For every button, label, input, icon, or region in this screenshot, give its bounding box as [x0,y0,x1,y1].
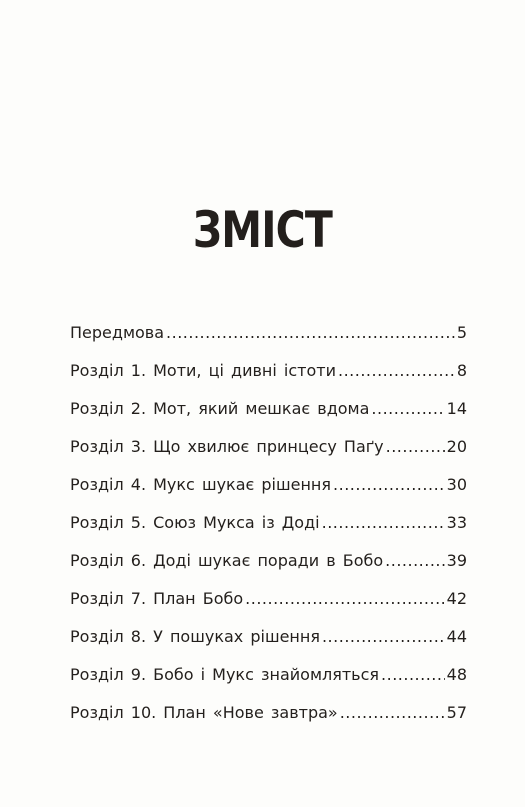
toc-dot-leader [245,580,444,618]
toc-entry-chapter-7 [70,580,467,618]
toc-entry-chapter-9 [70,656,467,694]
toc-page-number: 39 [446,551,467,570]
toc-dot-leader [381,656,445,694]
toc-entry-label: Передмова [70,323,165,342]
toc-dot-leader [385,542,445,580]
toc-dot-leader [333,466,445,504]
toc-page-number: 33 [446,513,467,532]
toc-dot-leader [322,618,445,656]
toc-entry-chapter-1 [70,352,467,390]
toc-entry-chapter-4 [70,466,467,504]
toc-page-number: 30 [446,475,467,494]
toc-page-number: 48 [446,665,467,684]
toc-entry-chapter-10 [70,694,467,732]
toc-page-number: 14 [446,399,467,418]
toc-page-number: 44 [446,627,467,646]
toc-entry-label: Розділ 9. Бобо і Мукс знайомляться [70,665,380,684]
toc-entry-label: Розділ 3. Що хвилює принцесу Паґу [70,437,384,456]
toc-entry-chapter-5 [70,504,467,542]
toc-page-number: 8 [456,361,467,380]
toc-entry-label: Розділ 10. План «Нове завтра» [70,703,338,722]
toc-entry-label: Розділ 4. Мукс шукає рішення [70,475,332,494]
toc-dot-leader [340,694,445,732]
toc-entry-preface [70,314,467,352]
toc-entry-label: Розділ 1. Моти, ці дивні істоти [70,361,336,380]
toc-entry-chapter-2 [70,390,467,428]
toc-dot-leader [386,428,445,466]
page-title: ЗМІСТ [192,200,333,259]
toc-entry-chapter-8 [70,618,467,656]
toc-entry-label: Розділ 6. Доді шукає поради в Бобо [70,551,384,570]
toc-dot-leader [338,352,455,390]
toc-dot-leader [371,390,444,428]
toc-entry-chapter-6 [70,542,467,580]
toc-page-number: 20 [446,437,467,456]
toc-entry-chapter-3 [70,428,467,466]
toc-page-number: 57 [446,703,467,722]
toc-dot-leader [166,314,455,352]
toc-page-number: 5 [456,323,467,342]
toc-page-number: 42 [446,589,467,608]
toc-entry-label: Розділ 5. Союз Мукса із Доді [70,513,320,532]
toc-entry-label: Розділ 7. План Бобо [70,589,244,608]
toc-dot-leader [322,504,445,542]
table-of-contents [70,314,467,732]
toc-entry-label: Розділ 2. Мот, який мешкає вдома [70,399,370,418]
toc-entry-label: Розділ 8. У пошуках рішення [70,627,320,646]
